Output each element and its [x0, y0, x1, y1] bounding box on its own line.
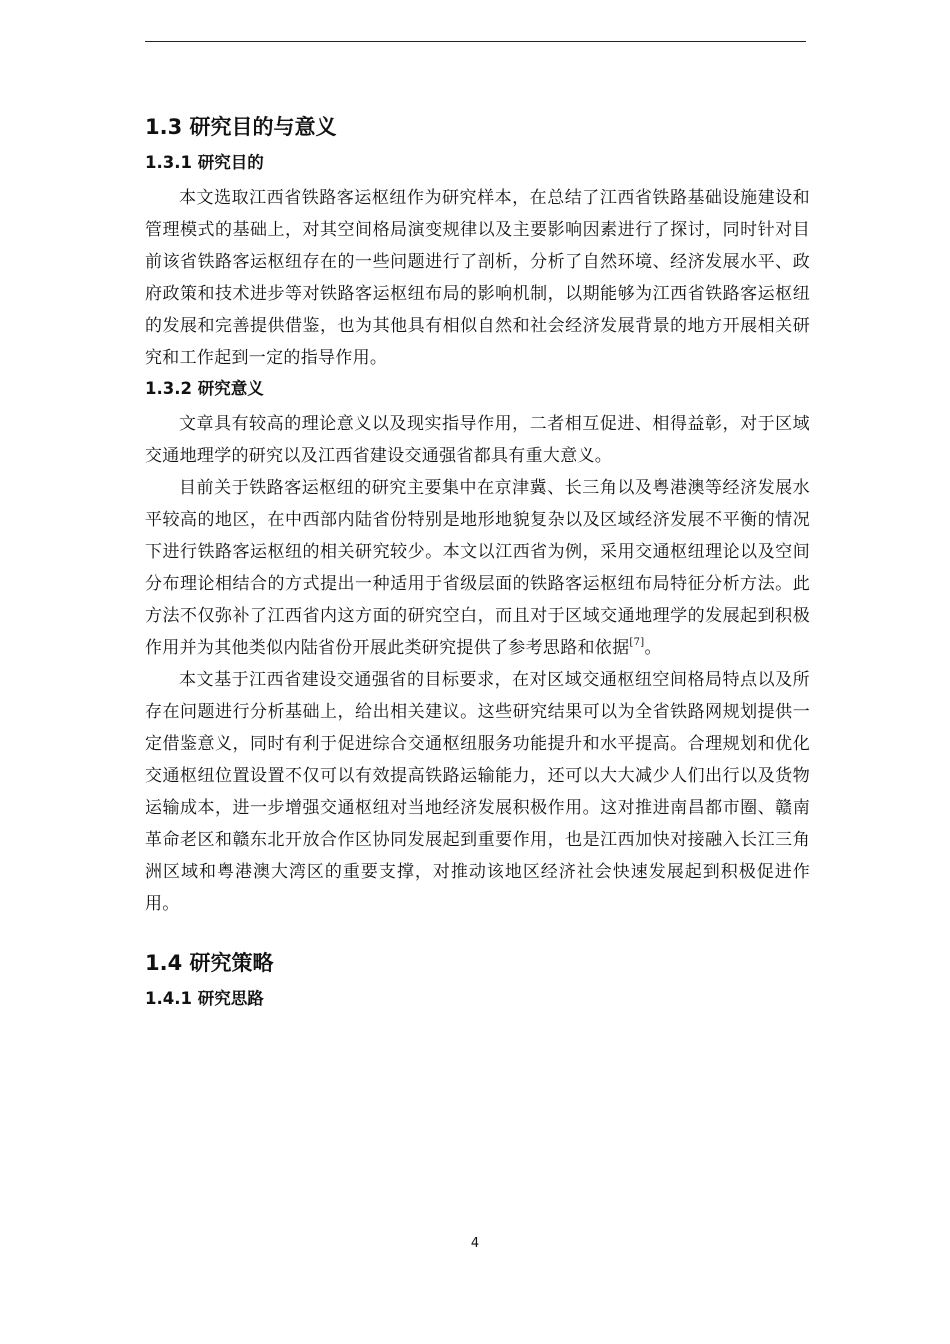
- document-body: [145, 112, 810, 1014]
- paragraph-significance-2-tail: 。: [644, 638, 662, 658]
- paragraph-significance-2: [145, 472, 810, 664]
- section-heading-1-4: 1.4 研究策略: [145, 951, 274, 975]
- paragraph-significance-1: 文章具有较高的理论意义以及现实指导作用，二者相互促进、相得益彰，对于区域交通地理学的研究以及江西省建设交通强省都具有重大意义。: [145, 414, 810, 466]
- section-heading-1-3: 1.3 研究目的与意义: [145, 115, 337, 139]
- subsection-heading-1-3-1: 1.3.1 研究目的: [145, 153, 264, 172]
- subsection-heading-1-3-2: 1.3.2 研究意义: [145, 379, 264, 398]
- paragraph-significance-2-text: 目前关于铁路客运枢纽的研究主要集中在京津冀、长三角以及粤港澳等经济发展水平较高的地区，在中西部内陆省份特别是地形地貌复杂以及区域经济发展不平衡的情况下进行铁路客运枢纽的相关研究较少。本文以江西省为例，采用交通枢纽理论以及空间分布理论相结合的方式提出一种适用于省级层面的铁路客运枢纽布局特征分析方法。此方法不仅弥补了江西省内这方面的研究空白，而且对于区域交通地理学的发展起到积极作用并为其他类似内陆省份开展此类研究提供了参考思路和依据: [145, 478, 810, 658]
- paragraph-significance-3: 本文基于江西省建设交通强省的目标要求，在对区域交通枢纽空间格局特点以及所存在问题进行分析基础上，给出相关建议。这些研究结果可以为全省铁路网规划提供一定借鉴意义，同时有利于促进综合交通枢纽服务功能提升和水平提高。合理规划和优化交通枢纽位置设置不仅可以有效提高铁路运输能力，还可以大大减少人们出行以及货物运输成本，进一步增强交通枢纽对当地经济发展积极作用。这对推进南昌都市圈、赣南革命老区和赣东北开放合作区协同发展起到重要作用，也是江西加快对接融入长江三角洲区域和粤港澳大湾区的重要支撑，对推动该地区经济社会快速发展起到积极促进作用。: [145, 670, 810, 914]
- citation-ref[interactable]: [7]: [629, 637, 645, 648]
- header-rule: [145, 41, 806, 42]
- paragraph-research-purpose: 本文选取江西省铁路客运枢纽作为研究样本，在总结了江西省铁路基础设施建设和管理模式的基础上，对其空间格局演变规律以及主要影响因素进行了探讨，同时针对目前该省铁路客运枢纽存在的一些问题进行了剖析，分析了自然环境、经济发展水平、政府政策和技术进步等对铁路客运枢纽布局的影响机制，以期能够为江西省铁路客运枢纽的发展和完善提供借鉴，也为其他具有相似自然和社会经济发展背景的地方开展相关研究和工作起到一定的指导作用。: [145, 188, 810, 368]
- subsection-heading-1-4-1: 1.4.1 研究思路: [145, 989, 264, 1008]
- page-number: 4: [470, 1236, 480, 1251]
